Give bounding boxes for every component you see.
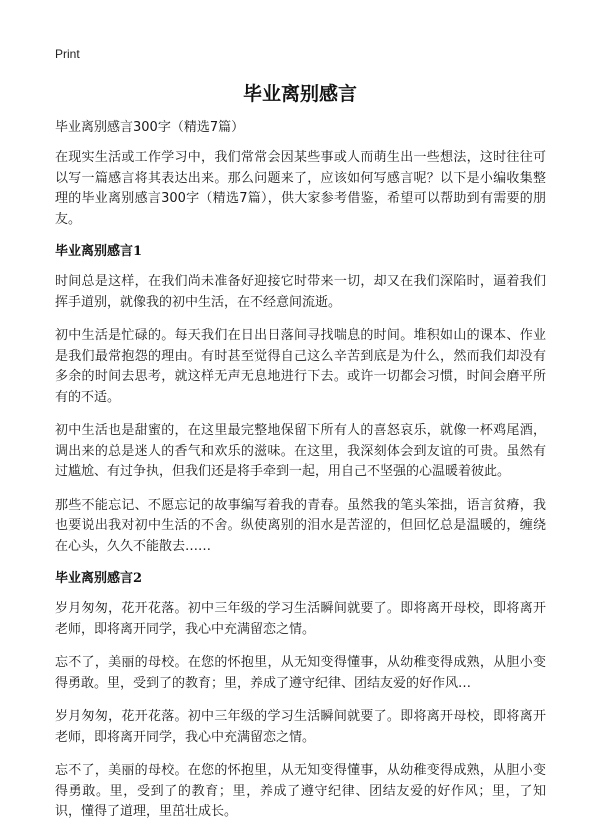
section-paragraph: 那些不能忘记、不愿忘记的故事编写着我的青春。虽然我的笔头笨拙，语言贫瘠，我也要说出我对初中生活的不舍。纵使离别的泪水是苦涩的，但回忆总是温暖的，缠绕在心头，久久不能散去…… bbox=[55, 497, 546, 554]
document-title: 毕业离别感言 bbox=[242, 83, 357, 105]
document-subtitle: 毕业离别感言300字（精选7篇） bbox=[55, 120, 245, 135]
section-heading: 毕业离别感言2 bbox=[55, 571, 143, 586]
section-paragraph: 初中生活是忙碌的。每天我们在日出日落间寻找喘息的时间。堆积如山的课本、作业是我们最常抱怨的理由。有时甚至觉得自己这么辛苦到底是为什么，然而我们却没有多余的时间去思考，就这样无声无息地进行下去。或许一切都会习惯，时间会磨平所有的不适。 bbox=[55, 328, 546, 405]
section-1 bbox=[55, 243, 546, 557]
intro-paragraph: 在现实生活或工作学习中，我们常常会因某些事或人而萌生出一些想法，这时往往可以写一篇感言将其表达出来。那么问题来了，应该如何写感言呢？以下是小编收集整理的毕业离别感言300字（精选7篇），供大家参考借鉴，希望可以帮助到有需要的朋友。 bbox=[55, 150, 546, 227]
section-paragraph: 岁月匆匆，花开花落。初中三年级的学习生活瞬间就要了。即将离开母校，即将离开老师，即将离开同学，我心中充满留恋之情。 bbox=[55, 709, 546, 745]
section-paragraph: 岁月匆匆，花开花落。初中三年级的学习生活瞬间就要了。即将离开母校，即将离开老师，即将离开同学，我心中充满留恋之情。 bbox=[55, 601, 546, 637]
section-paragraph: 初中生活也是甜蜜的，在这里最完整地保留下所有人的喜怒哀乐，就像一杯鸡尾酒，调出来的总是迷人的香气和欢乐的滋味。在这里，我深刻体会到友谊的可贵。虽然有过尴尬、有过争执，但我们还是将手牵到一起，用自己不坚强的心温暖着彼此。 bbox=[55, 423, 546, 479]
section-2 bbox=[55, 570, 546, 823]
section-heading: 毕业离别感言1 bbox=[55, 244, 143, 259]
section-paragraph: 忘不了，美丽的母校。在您的怀抱里，从无知变得懂事，从幼稚变得成熟，从胆小变得勇敢。里，受到了的教育；里，养成了遵守纪律、团结友爱的好作风… bbox=[55, 655, 546, 691]
section-paragraph: 时间总是这样，在我们尚未准备好迎接它时带来一切，却又在我们深陷时，逼着我们挥手道别，就像我的初中生活，在不经意间流逝。 bbox=[55, 274, 546, 310]
document-body bbox=[55, 119, 546, 836]
section-paragraph: 忘不了，美丽的母校。在您的怀抱里，从无知变得懂事，从幼稚变得成熟，从胆小变得勇敢。里，受到了的教育；里，养成了遵守纪律、团结友爱的好作风；里，了知识，懂得了道理，里茁壮成长。 bbox=[55, 763, 546, 819]
print-link[interactable]: Print bbox=[55, 47, 80, 61]
